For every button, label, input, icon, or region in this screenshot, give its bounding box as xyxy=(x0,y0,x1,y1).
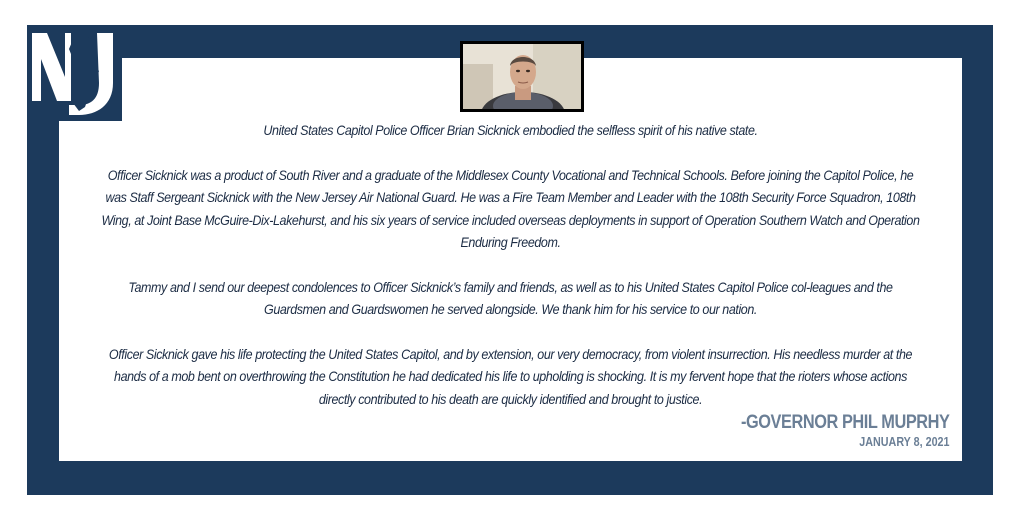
nj-logo-icon xyxy=(27,25,122,121)
statement-body xyxy=(98,120,923,411)
statement-paragraph-1: United States Capitol Police Officer Brian Sicknick embodied the selfless spirit of his native state. xyxy=(263,123,758,138)
statement-paragraph-3: Tammy and I send our deepest condolences to Officer Sicknick’s family and friends, as well as to his United States Capitol Police col-leagues and the Guardsmen and Guardswomen he served alongside. We thank him for his service to our nation. xyxy=(128,279,893,317)
signature-name: -GOVERNOR PHIL MUPRHY xyxy=(741,412,950,433)
portrait-photo-icon xyxy=(463,44,581,109)
statement-paragraph-4: Officer Sicknick gave his life protecting the United States Capitol, and by extension, our very democracy, from violent insurrection. His needless murder at the hands of a mob bent on overthrowing the Constitution he had dedicated his life to upholding is shocking. It is my fervent hope that the rioters whose actions directly contributed to his death are quickly identified and brought to justice. xyxy=(108,346,913,407)
signature-block xyxy=(707,411,950,449)
officer-portrait xyxy=(460,41,584,112)
statement-paragraph-2: Officer Sicknick was a product of South River and a graduate of the Middlesex County Vocational and Technical Schools. Before joining the Capitol Police, he was Staff Sergeant Sicknick with the New Jersey Air National Guard. He was a Fire Team Member and Leader with the 108th Security Force Squadron, 108th Wing, at Joint Base McGuire-Dix-Lakehurst, and his six years of service included overseas deployments in support of Operation Southern Watch and Operation Enduring Freedom. xyxy=(101,167,920,250)
signature-date: JANUARY 8, 2021 xyxy=(859,435,950,449)
